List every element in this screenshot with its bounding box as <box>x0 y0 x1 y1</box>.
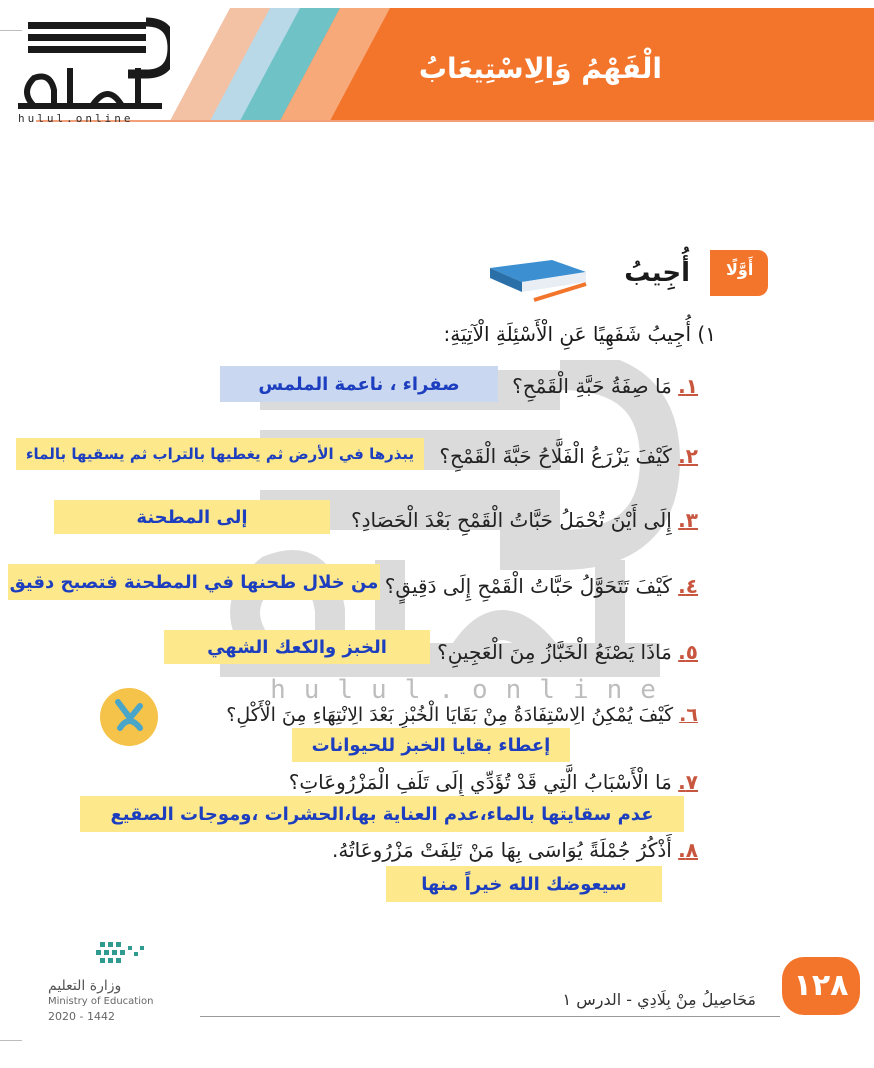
lesson-label: مَحَاصِيلُ مِنْ بِلَادِي - الدرس ١ <box>562 990 756 1009</box>
question-text: مَا صِفَةُ حَبَّةِ الْقَمْحِ؟ <box>512 374 672 398</box>
answer-box <box>54 500 330 534</box>
section-badge-label: أَوَّلًا <box>726 260 754 279</box>
answer-box <box>8 564 380 600</box>
question-number: ٨. <box>678 838 698 862</box>
question-4 <box>385 574 698 598</box>
question-number: ٤. <box>678 574 698 598</box>
question-1 <box>512 374 698 398</box>
answer-text: من خلال طحنها في المطحنة فتصبح دقيق <box>9 571 379 593</box>
question-6 <box>226 704 698 726</box>
question-text: أَذْكُرُ جُمْلَةً يُوَاسَى بِهَا مَنْ تَلِفَتْ مَزْرُوعَاتُهُ. <box>331 838 672 862</box>
crop-mark <box>0 1040 22 1041</box>
question-7 <box>289 770 698 794</box>
edition-year: 2020 - 1442 <box>48 1010 115 1023</box>
logo-url: hulul.online <box>18 112 134 125</box>
book-pencil-icon <box>482 250 592 305</box>
ministry-name-en: Ministry of Education <box>48 996 154 1007</box>
answer-text: سيعوضك الله خيراً منها <box>421 873 627 895</box>
question-number: ١. <box>678 374 698 398</box>
page-title: الْفَهْمُ وَالِاسْتِيعَابُ <box>418 52 662 85</box>
answer-text: إعطاء بقايا الخبز للحيوانات <box>311 734 551 756</box>
answer-text: إلى المطحنة <box>136 506 248 528</box>
question-text: كَيْفَ يُمْكِنُ الِاسْتِفَادَةُ مِنْ بَقَايَا الْخُبْزِ بَعْدَ الِانْتِهَاءِ مِنَ الْأَكْلِ؟ <box>226 704 674 726</box>
question-5 <box>437 640 698 664</box>
answer-box <box>80 796 684 832</box>
answer-text: عدم سقايتها بالماء،عدم العناية بها،الحشرات ،وموجات الصقيع <box>110 803 654 825</box>
question-number: ٧. <box>678 770 698 794</box>
question-text: مَا الْأَسْبَابُ الَّتِي قَدْ تُؤَدِّي إِلَى تَلَفِ الْمَزْرُوعَاتِ؟ <box>288 770 672 794</box>
ministry-name-ar: وزارة التعليم <box>48 978 122 994</box>
answer-text: صفراء ، ناعمة الملمس <box>258 373 460 395</box>
textbook-sheet <box>36 8 874 1060</box>
question-number: ٥. <box>678 640 698 664</box>
answer-box <box>16 438 424 470</box>
question-3 <box>351 508 698 532</box>
instruction: ١) أُجِيبُ شَفَهِيًا عَنِ الْأَسْئِلَةِ الْآتِيَةِ: <box>443 322 716 346</box>
answer-box <box>164 630 430 664</box>
answer-box <box>386 866 662 902</box>
question-text: كَيْفَ يَزْرَعُ الْفَلَّاحُ حَبَّةَ الْقَمْحِ؟ <box>439 444 672 468</box>
watermark-url: hulul.online <box>270 675 674 705</box>
answer-text: الخبز والكعك الشهي <box>207 636 387 658</box>
footer-divider <box>200 1016 780 1017</box>
page-number: ١٢٨ <box>782 957 860 1015</box>
ministry-logo-icon <box>40 938 190 978</box>
question-text: إِلَى أَيْنَ تُحْمَلُ حَبَّاتُ الْقَمْحِ بَعْدَ الْحَصَادِ؟ <box>351 508 672 532</box>
question-number: ٦. <box>679 704 698 726</box>
question-8 <box>332 838 698 862</box>
question-2 <box>439 444 698 468</box>
question-number: ٢. <box>678 444 698 468</box>
answer-text: يبذرها في الأرض ثم يغطيها بالتراب ثم يسقيها بالماء <box>25 445 415 463</box>
question-number: ٣. <box>678 508 698 532</box>
answer-box <box>292 728 570 762</box>
question-text: كَيْفَ تَتَحَوَّلُ حَبَّاتُ الْقَمْحِ إِلَى دَقِيقٍ؟ <box>384 574 672 598</box>
section-title: أُجِيبُ <box>624 258 690 288</box>
question-text: مَاذَا يَصْنَعُ الْخَبَّازُ مِنَ الْعَجِينِ؟ <box>437 640 672 664</box>
hulul-logo-icon <box>10 10 170 126</box>
hands-icon <box>100 688 158 746</box>
answer-box <box>220 366 498 402</box>
